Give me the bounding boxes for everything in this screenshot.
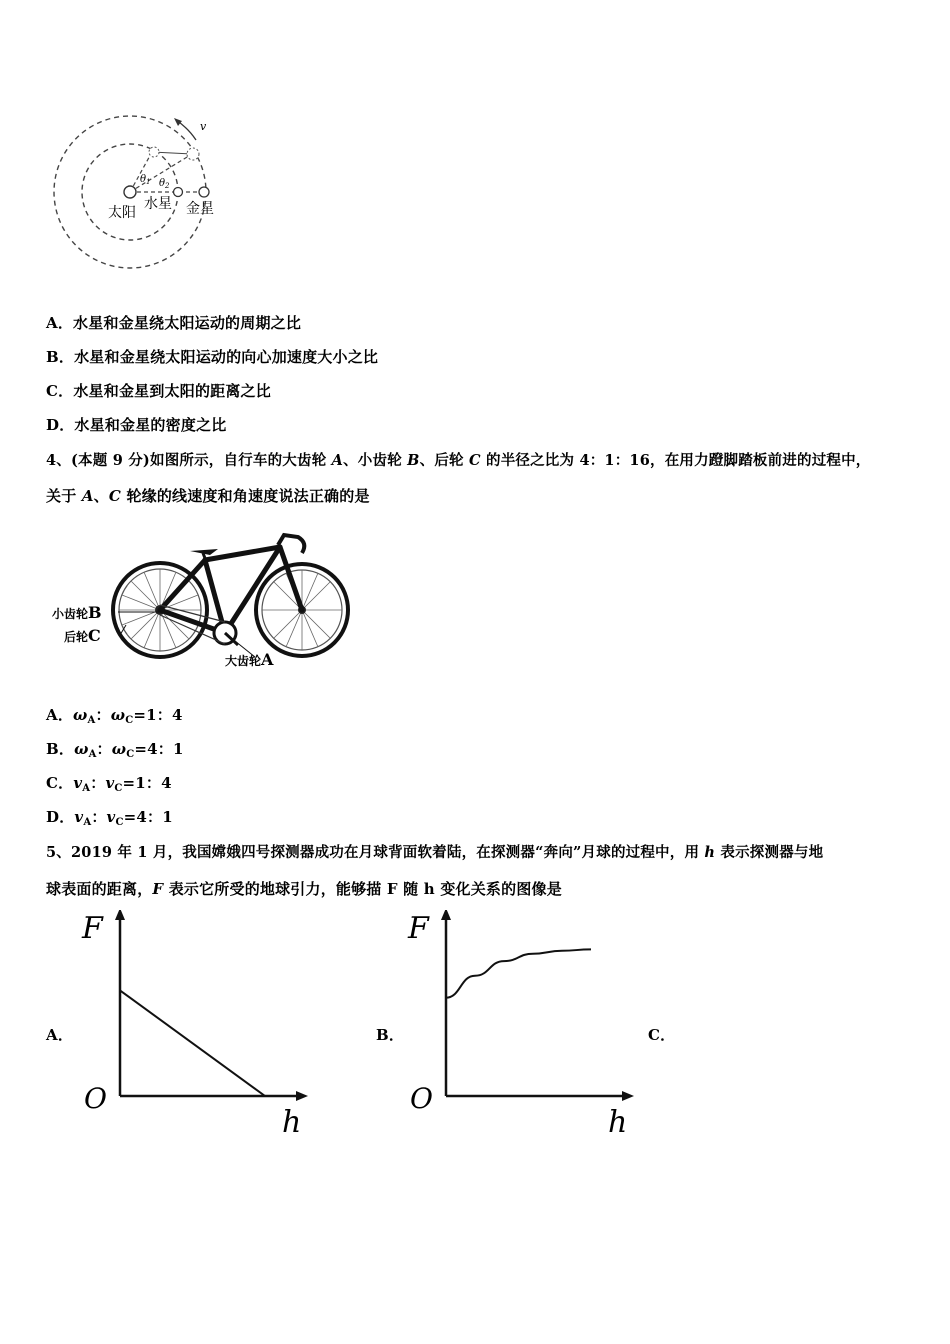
q4-stem-line2: 关于 A、C 轮缘的线速度和角速度说法正确的是 [46,487,370,505]
mercury [174,188,183,197]
q5-option-c: C． [648,1026,676,1044]
mercury-ghost [149,147,159,157]
q4-option-c: C．$v_A$：$v_C=1$：4 [46,774,172,794]
q3-option-d: D．水星和金星的密度之比 [46,416,227,434]
sun-label: 太阳 [108,205,136,221]
x-axis-label: h [282,1105,302,1140]
q4-option-b: B．$\omega_A$：$\omega_C=4$：1 [46,740,184,760]
y-axis-arrow [441,910,451,920]
big-gear-label: 大齿轮A [225,650,274,669]
f-h-curve [120,990,265,1096]
orbit-figure [50,110,240,275]
x-axis-label: h [608,1105,628,1140]
q5-option-a: A． [46,1026,74,1044]
q4-stem-line1: 4、(本题 9 分)如图所示，自行车的大齿轮 A、小齿轮 B、后轮 C 的半径之比为 4：1：16，在用力蹬脚踏板前进的过程中， [46,452,871,469]
rear-wheel-label: 后轮C [64,626,101,645]
origin-label: O [84,1082,107,1115]
q5-stem-line1: 5、2019 年 1 月，我国嫦娥四号探测器成功在月球背面软着陆，在探测器“奔向”月球的过程中，用 h 表示探测器与地 [46,844,824,861]
q3-option-c: C．水星和金星到太阳的距离之比 [46,382,271,400]
y-axis-label: F [82,911,103,946]
x-axis-arrow [296,1091,308,1101]
q4-option-a: A．$\omega_A$：$\omega_C=1$：4 [46,706,183,726]
velocity-label: v [200,120,207,133]
venus [199,187,209,197]
q5-option-b: B． [376,1026,405,1044]
venus-label: 金星 [186,201,214,217]
q5-stem-line2: 球表面的距离，F 表示它所受的地球引力，能够描 F 随 h 变化关系的图像是 [46,880,562,898]
q3-option-a: A．水星和金星绕太阳运动的周期之比 [46,314,302,332]
bicycle-figure [50,525,360,675]
svg-text:θ2: $\theta_2$ [159,178,170,190]
mercury-label: 水星 [144,196,172,212]
y-axis-label: F [408,911,429,946]
graph-a [78,910,318,1140]
origin-label: O [410,1082,433,1115]
venus-ghost [187,148,199,160]
x-axis-arrow [622,1091,634,1101]
sun [124,186,136,198]
q3-option-b: B．水星和金星绕太阳运动的向心加速度大小之比 [46,348,379,366]
small-gear-label: 小齿轮B [52,603,102,622]
f-h-curve [446,949,591,997]
q4-option-d: D．$v_A$：$v_C=4$：1 [46,808,173,828]
graph-b [404,910,644,1140]
y-axis-arrow [115,910,125,920]
svg-text:θ1: $\theta_1$ [140,174,151,186]
